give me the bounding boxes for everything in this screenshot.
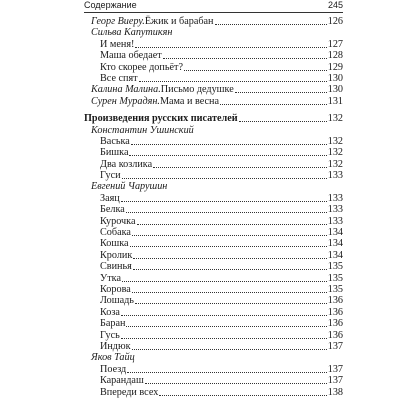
dot-leader [235, 84, 327, 93]
toc-entry-title: Корова [100, 283, 131, 295]
table-of-contents [84, 16, 343, 398]
toc-entry-page: 132 [327, 113, 343, 125]
dot-leader [135, 39, 326, 48]
toc-author-name: Константин Ушинский [91, 124, 194, 136]
toc-author-heading [84, 125, 343, 136]
toc-entry-title: Все спят [100, 72, 138, 84]
toc-entry-author: Георг Виеру. [91, 16, 145, 27]
dot-leader [122, 170, 327, 179]
dot-leader [121, 193, 327, 202]
toc-entry [84, 227, 343, 238]
dot-leader [184, 62, 327, 71]
toc-entry [84, 170, 343, 181]
dot-leader [129, 147, 326, 156]
toc-entry [84, 250, 343, 261]
dot-leader [131, 136, 327, 145]
toc-entry-title: Карандаш [100, 375, 144, 387]
toc-entry [84, 364, 343, 375]
dot-leader [153, 159, 327, 168]
toc-entry-title: Белка [100, 204, 125, 216]
toc-entry-page: 130 [327, 84, 343, 96]
dot-leader [132, 341, 327, 350]
toc-entry-page: 133 [327, 215, 343, 227]
dot-leader [133, 250, 326, 259]
dot-leader [121, 307, 327, 316]
toc-entry-page: 137 [327, 340, 343, 352]
toc-entry [84, 50, 343, 61]
toc-entry-page: 135 [327, 261, 343, 273]
dot-leader [239, 113, 327, 122]
toc-entry-title: Впереди всех [100, 386, 159, 398]
toc-entry-title: Утка [100, 272, 121, 284]
toc-entry [84, 387, 343, 398]
toc-entry-page: 137 [327, 375, 343, 387]
toc-entry-page: 136 [327, 329, 343, 341]
toc-entry-page: 132 [327, 135, 343, 147]
toc-entry-title: Собака [100, 227, 131, 239]
toc-entry [84, 96, 343, 107]
toc-entry [84, 216, 343, 227]
toc-entry-page: 136 [327, 295, 343, 307]
toc-entry-title: Лошадь [100, 295, 134, 307]
dot-leader [121, 330, 327, 339]
toc-author-name: Евгений Чарушин [91, 181, 168, 193]
toc-entry [84, 318, 343, 329]
toc-entry-page: 135 [327, 272, 343, 284]
toc-entry-page: 126 [327, 16, 343, 27]
toc-entry-title: Письмо дедушке [160, 84, 234, 96]
toc-entry-page: 128 [327, 50, 343, 62]
running-head-page-number: 245 [327, 0, 343, 10]
toc-entry-title: Кошка [100, 238, 129, 250]
toc-author-name: Сильва Капутикян [91, 27, 173, 39]
toc-entry-page: 127 [327, 38, 343, 50]
dot-leader [163, 50, 327, 59]
toc-entry-title: Гуси [100, 170, 121, 182]
toc-entry-title: Кто скорее допьёт? [100, 61, 183, 73]
dot-leader [220, 96, 327, 105]
toc-entry [84, 39, 343, 50]
toc-entry-page: 131 [327, 95, 343, 107]
toc-entry-title: Гусь [100, 329, 120, 341]
toc-entry [84, 16, 343, 27]
dot-leader [130, 238, 327, 247]
toc-entry [84, 84, 343, 95]
toc-entry [84, 341, 343, 352]
toc-entry-page: 133 [327, 204, 343, 216]
dot-leader [159, 387, 326, 396]
toc-entry [84, 136, 343, 147]
dot-leader [145, 375, 327, 384]
toc-author-heading [84, 352, 343, 363]
toc-entry-page: 136 [327, 306, 343, 318]
toc-entry-page: 134 [327, 227, 343, 239]
toc-entry-title: Маша обедает [100, 50, 162, 62]
toc-entry-page: 133 [327, 170, 343, 182]
toc-entry-title: Мама и весна [159, 95, 219, 107]
dot-leader [135, 295, 327, 304]
toc-author-heading [84, 181, 343, 192]
running-head [84, 0, 343, 13]
dot-leader [133, 261, 327, 270]
toc-entry-title: И меня! [100, 38, 135, 50]
toc-entry-title: Индюк [100, 340, 131, 352]
toc-entry-title: Кролик [100, 249, 133, 261]
dot-leader [126, 204, 327, 213]
toc-entry-author: Сурен Мурадян. [91, 95, 160, 107]
toc-author-name: Яков Тайц [91, 352, 135, 364]
toc-entry-title: Ёжик и барабан [144, 16, 214, 27]
toc-entry-title: Коза [100, 306, 120, 318]
dot-leader [126, 318, 326, 327]
toc-entry-title: Васька [100, 135, 130, 147]
dot-leader [122, 273, 327, 282]
toc-entry-page: 136 [327, 318, 343, 330]
toc-entry-author: Калина Малина. [91, 84, 161, 96]
toc-entry [84, 159, 343, 170]
toc-section-heading [84, 113, 343, 124]
toc-entry [84, 307, 343, 318]
toc-author-heading [84, 27, 343, 38]
toc-entry-title: Баран [100, 318, 126, 330]
toc-entry [84, 62, 343, 73]
toc-entry [84, 238, 343, 249]
toc-entry-title: Бишка [100, 147, 129, 159]
toc-entry-page: 132 [327, 158, 343, 170]
running-head-title: Содержание [84, 0, 137, 10]
dot-leader [127, 364, 326, 373]
toc-entry [84, 147, 343, 158]
toc-entry-page: 129 [327, 61, 343, 73]
toc-entry [84, 204, 343, 215]
toc-section-title: Произведения русских писателей [84, 113, 238, 125]
dot-leader [137, 216, 327, 225]
toc-entry-page: 135 [327, 283, 343, 295]
toc-entry [84, 193, 343, 204]
toc-entry-title: Свинья [100, 261, 132, 273]
toc-entry-page: 132 [327, 147, 343, 159]
toc-entry-page: 137 [327, 363, 343, 375]
toc-entry-title: Курочка [100, 215, 136, 227]
toc-entry [84, 73, 343, 84]
toc-entry [84, 261, 343, 272]
toc-entry [84, 375, 343, 386]
toc-entry [84, 273, 343, 284]
toc-entry-title: Заяц [100, 192, 120, 204]
toc-entry-title: Два козлика [100, 158, 153, 170]
toc-entry-page: 133 [327, 192, 343, 204]
toc-entry-page: 134 [327, 249, 343, 261]
dot-leader [139, 73, 327, 82]
toc-entry-page: 134 [327, 238, 343, 250]
dot-leader [215, 16, 327, 25]
dot-leader [132, 284, 327, 293]
toc-entry-page: 130 [327, 72, 343, 84]
toc-entry-page: 138 [327, 386, 343, 398]
toc-entry [84, 284, 343, 295]
dot-leader [132, 227, 327, 236]
toc-entry-title: Поезд [100, 363, 127, 375]
toc-entry [84, 330, 343, 341]
toc-entry [84, 295, 343, 306]
